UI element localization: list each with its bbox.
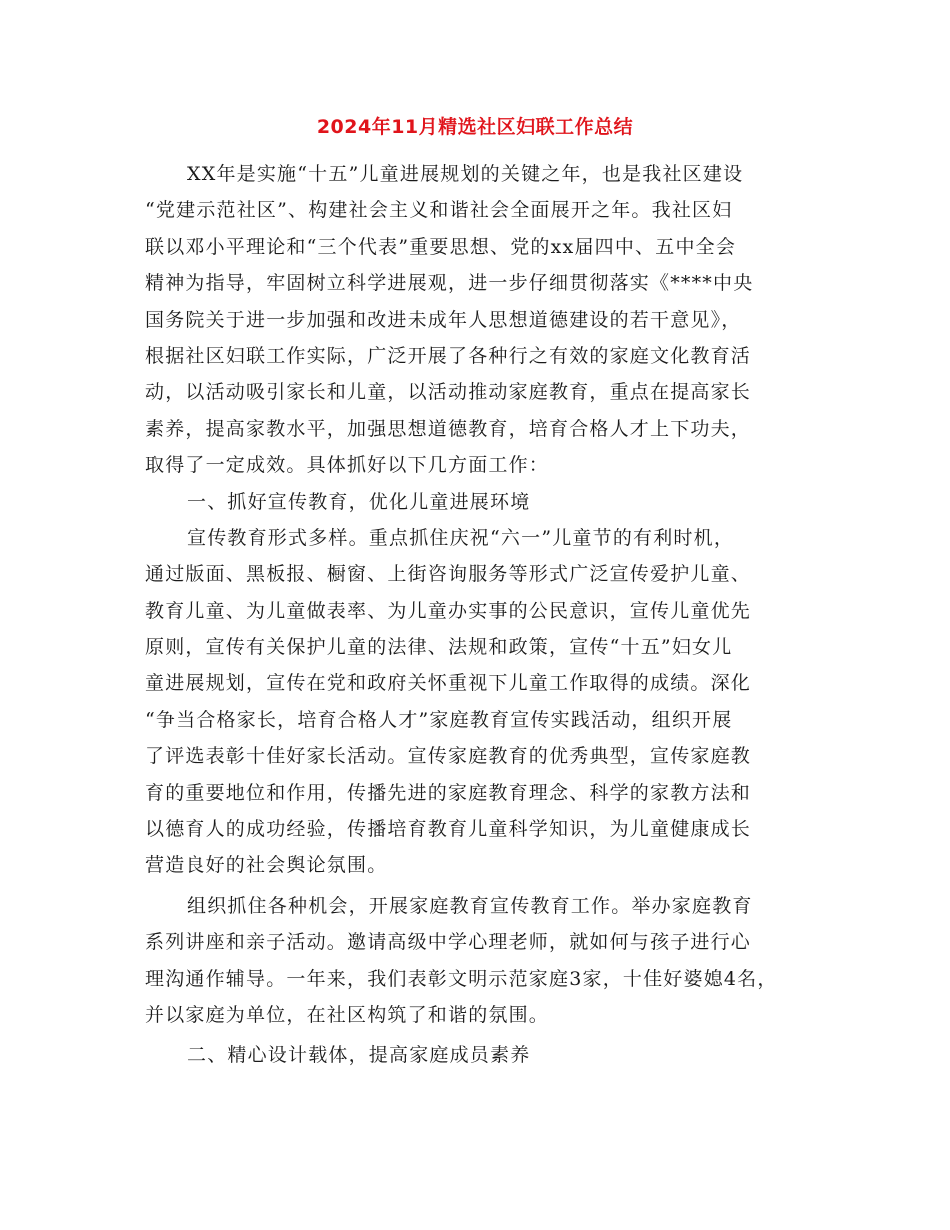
paragraph-line: 童进展规划，宣传在党和政府关怀重视下儿童工作取得的成绩。深化 xyxy=(145,672,752,695)
paragraph-line: “党建示范社区”、构建社会主义和谐社会全面展开之年。我社区妇 xyxy=(145,199,733,222)
document-title: 2024年11月精选社区妇联工作总结 xyxy=(316,116,634,138)
document-body xyxy=(145,156,825,1074)
paragraph-line: 原则，宣传有关保护儿童的法律、法规和政策，宣传“十五”妇女儿 xyxy=(145,636,733,659)
paragraph-line: 取得了一定成效。具体抓好以下几方面工作： xyxy=(145,454,550,477)
paragraph-line: 根据社区妇联工作实际，广泛开展了各种行之有效的家庭文化教育活 xyxy=(145,344,752,367)
paragraph-line: 通过版面、黑板报、橱窗、上街咨询服务等形式广泛宣传爱护儿童、 xyxy=(145,563,752,586)
paragraph-line: XX年是实施“十五”儿童进展规划的关键之年，也是我社区建设 xyxy=(187,163,744,185)
paragraph-line: 动，以活动吸引家长和儿童，以活动推动家庭教育，重点在提高家长 xyxy=(145,381,752,404)
paragraph-line: 教育儿童、为儿童做表率、为儿童办实事的公民意识，宣传儿童优先 xyxy=(145,599,752,622)
paragraph-line: 系列讲座和亲子活动。邀请高级中学心理老师，就如何与孩子进行心 xyxy=(145,931,752,954)
paragraph-line: “争当合格家长，培育合格人才”家庭教育宣传实践活动，组织开展 xyxy=(145,708,733,731)
paragraph-line: 并以家庭为单位，在社区构筑了和谐的氛围。 xyxy=(145,1003,550,1026)
paragraph-line: 营造良好的社会舆论氛围。 xyxy=(145,854,388,877)
section-heading: 一、抓好宣传教育，优化儿童进展环境 xyxy=(187,490,531,513)
paragraph-line: 以德育人的成功经验，传播培育教育儿童科学知识，为儿童健康成长 xyxy=(145,818,752,841)
paragraph-line: 联以邓小平理论和“三个代表”重要思想、党的xx届四中、五中全会 xyxy=(145,235,737,258)
paragraph-line: 育的重要地位和作用，传播先进的家庭教育理念、科学的家教方法和 xyxy=(145,781,752,804)
paragraph-line: 宣传教育形式多样。重点抓住庆祝“六一”儿童节的有利时机， xyxy=(187,526,735,549)
section-heading: 二、精心设计载体，提高家庭成员素养 xyxy=(187,1044,531,1067)
paragraph-line: 了评选表彰十佳好家长活动。宣传家庭教育的优秀典型，宣传家庭教 xyxy=(145,745,752,768)
paragraph-line: 素养，提高家教水平，加强思想道德教育，培育合格人才上下功夫， xyxy=(145,417,752,440)
paragraph-line: 理沟通作辅导。一年来，我们表彰文明示范家庭3家，十佳好婆媳4名， xyxy=(145,967,778,990)
paragraph-line: 国务院关于进一步加强和改进未成年人思想道德建设的若干意见》， xyxy=(145,308,742,331)
paragraph-line: 精神为指导，牢固树立科学进展观，进一步仔细贯彻落实《****中央 xyxy=(145,272,754,295)
paragraph-line: 组织抓住各种机会，开展家庭教育宣传教育工作。举办家庭教育 xyxy=(187,894,753,917)
